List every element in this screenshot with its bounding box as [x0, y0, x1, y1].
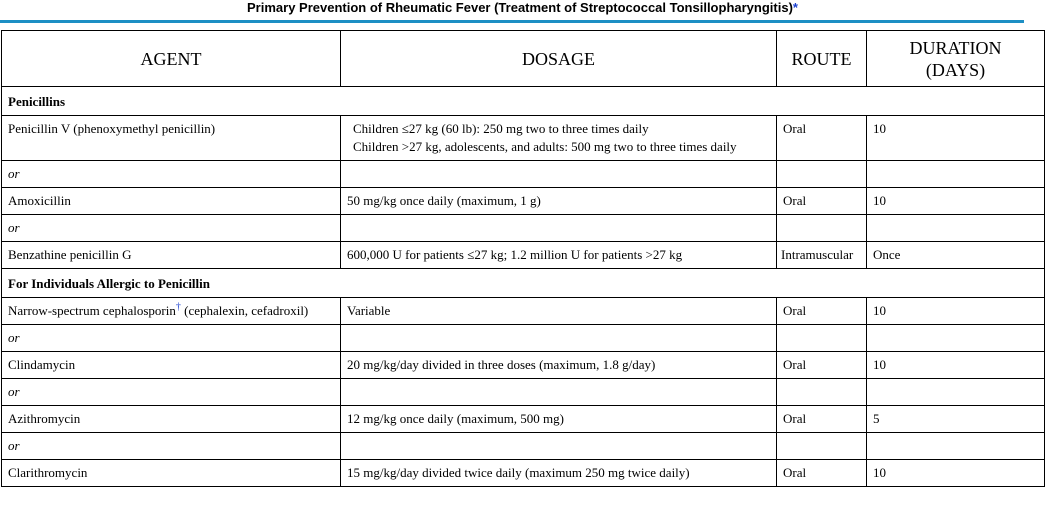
table-row-penicillin-v	[2, 116, 1045, 161]
empty-cell	[777, 325, 867, 352]
title-divider	[0, 20, 1024, 23]
section-row-penicillins	[2, 87, 1045, 116]
section-label: For Individuals Allergic to Penicillin	[2, 269, 1045, 298]
section-row-allergic	[2, 269, 1045, 298]
col-header-agent: AGENT	[2, 31, 341, 87]
dosage-cell: 600,000 U for patients ≤27 kg; 1.2 million U for patients >27 kg	[341, 242, 777, 269]
empty-cell	[867, 433, 1045, 460]
agent-cell: Clindamycin	[2, 352, 341, 379]
empty-cell	[341, 379, 777, 406]
table-row-amoxicillin	[2, 188, 1045, 215]
duration-cell: Once	[867, 242, 1045, 269]
duration-cell: 5	[867, 406, 1045, 433]
empty-cell	[867, 379, 1045, 406]
or-label: or	[2, 325, 341, 352]
empty-cell	[867, 215, 1045, 242]
or-row	[2, 215, 1045, 242]
prevention-table	[1, 30, 1045, 487]
col-header-dosage: DOSAGE	[341, 31, 777, 87]
dosage-cell	[341, 116, 777, 161]
empty-cell	[341, 161, 777, 188]
dagger-footnote-link[interactable]: †	[175, 301, 181, 313]
or-row	[2, 433, 1045, 460]
duration-cell: 10	[867, 188, 1045, 215]
route-cell: Oral	[777, 116, 867, 161]
header-row	[2, 31, 1045, 87]
col-header-duration-line2: (DAYS)	[925, 59, 986, 80]
title-footnote-link[interactable]: *	[792, 0, 798, 15]
empty-cell	[777, 379, 867, 406]
agent-cell: Benzathine penicillin G	[2, 242, 341, 269]
section-label: Penicillins	[2, 87, 1045, 116]
duration-cell: 10	[867, 352, 1045, 379]
table-row-clarithromycin	[2, 460, 1045, 487]
route-cell: Oral	[777, 188, 867, 215]
table-row-cephalosporin	[2, 298, 1045, 325]
dosage-line: Children >27 kg, adolescents, and adults: 500 mg two to three times daily	[353, 139, 737, 154]
or-row	[2, 161, 1045, 188]
or-label: or	[2, 433, 341, 460]
empty-cell	[777, 161, 867, 188]
table-row-azithromycin	[2, 406, 1045, 433]
dosage-cell: 20 mg/kg/day divided in three doses (maximum, 1.8 g/day)	[341, 352, 777, 379]
or-row	[2, 325, 1045, 352]
table-row-benzathine	[2, 242, 1045, 269]
route-cell: Intramuscular	[777, 242, 867, 269]
empty-cell	[867, 325, 1045, 352]
empty-cell	[341, 215, 777, 242]
col-header-duration-line1: DURATION	[909, 37, 1002, 58]
agent-cell: Penicillin V (phenoxymethyl penicillin)	[2, 116, 341, 161]
empty-cell	[341, 433, 777, 460]
col-header-duration	[867, 31, 1045, 87]
empty-cell	[341, 325, 777, 352]
dosage-cell: 12 mg/kg once daily (maximum, 500 mg)	[341, 406, 777, 433]
route-cell: Oral	[777, 460, 867, 487]
route-cell: Oral	[777, 352, 867, 379]
table-title-text: Primary Prevention of Rheumatic Fever (Treatment of Streptococcal Tonsillopharyngitis)	[247, 0, 793, 15]
route-cell: Oral	[777, 406, 867, 433]
dosage-cell: 50 mg/kg once daily (maximum, 1 g)	[341, 188, 777, 215]
dosage-cell: Variable	[341, 298, 777, 325]
route-cell: Oral	[777, 298, 867, 325]
agent-cell	[2, 298, 341, 325]
or-label: or	[2, 379, 341, 406]
duration-cell: 10	[867, 460, 1045, 487]
empty-cell	[867, 161, 1045, 188]
col-header-route: ROUTE	[777, 31, 867, 87]
agent-name: Narrow-spectrum cephalosporin	[8, 303, 176, 318]
dosage-cell: 15 mg/kg/day divided twice daily (maximum 250 mg twice daily)	[341, 460, 777, 487]
or-label: or	[2, 161, 341, 188]
agent-cell: Clarithromycin	[2, 460, 341, 487]
dosage-line: Children ≤27 kg (60 lb): 250 mg two to three times daily	[353, 121, 649, 136]
empty-cell	[777, 215, 867, 242]
table-title	[0, 0, 1045, 18]
agent-examples: (cephalexin, cefadroxil)	[180, 303, 309, 318]
empty-cell	[777, 433, 867, 460]
duration-cell: 10	[867, 298, 1045, 325]
agent-cell: Amoxicillin	[2, 188, 341, 215]
or-label: or	[2, 215, 341, 242]
table-row-clindamycin	[2, 352, 1045, 379]
or-row	[2, 379, 1045, 406]
agent-cell: Azithromycin	[2, 406, 341, 433]
duration-cell: 10	[867, 116, 1045, 161]
